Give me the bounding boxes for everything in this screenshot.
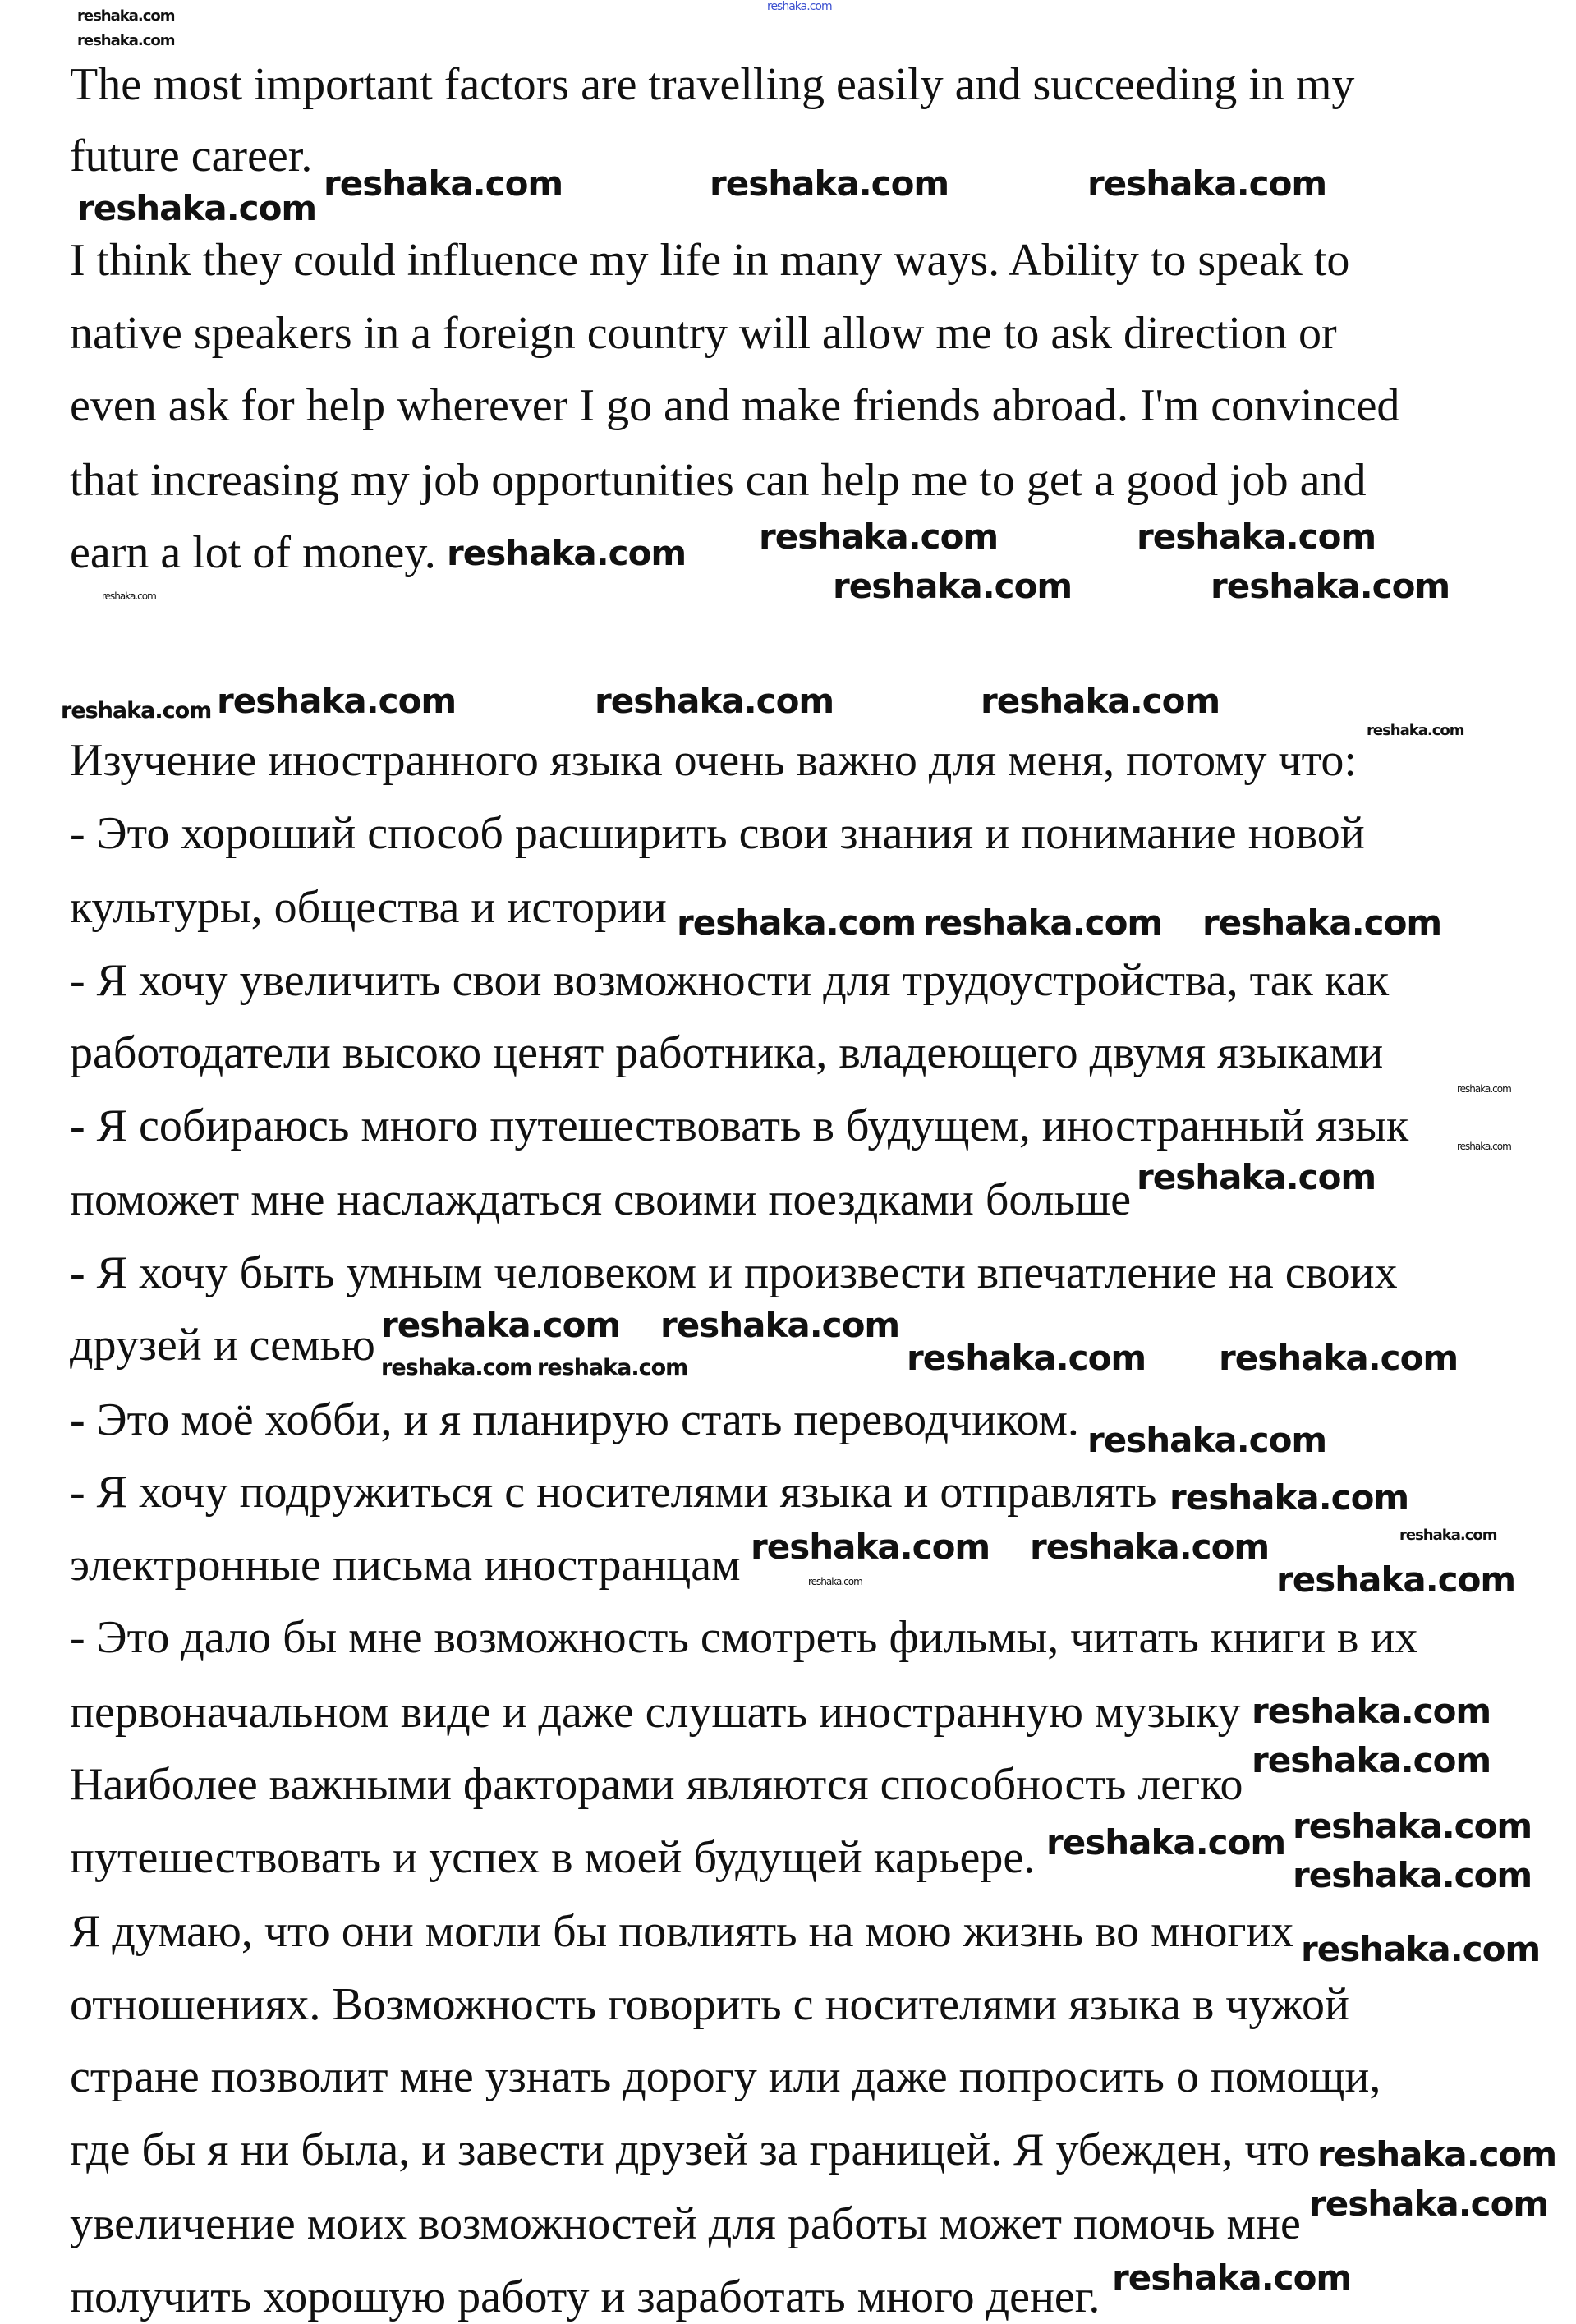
text-line: поможет мне наслаждаться своими поездками больше — [70, 1174, 1132, 1226]
watermark: reshaka.com — [833, 566, 1073, 606]
text-line: работодатели высоко ценят работника, владеющего двумя языками — [70, 1027, 1384, 1079]
watermark: reshaka.com — [907, 1338, 1146, 1378]
watermark: reshaka.com — [751, 1527, 990, 1567]
watermark: reshaka.com — [1293, 1806, 1532, 1846]
watermark: reshaka.com — [1457, 1083, 1511, 1095]
text-line: - Я собираюсь много путешествовать в будущем, иностранный язык — [70, 1100, 1409, 1151]
watermark: reshaka.com — [217, 681, 457, 721]
watermark: reshaka.com — [923, 903, 1163, 943]
watermark: reshaka.com — [981, 681, 1220, 721]
watermark: reshaka.com — [767, 0, 832, 13]
watermark: reshaka.com — [1169, 1477, 1409, 1518]
text-line: even ask for help wherever I go and make friends abroad. I'm convinced — [70, 380, 1400, 432]
watermark: reshaka.com — [1293, 1855, 1532, 1895]
watermark: reshaka.com — [759, 517, 999, 557]
watermark: reshaka.com — [61, 698, 212, 723]
watermark: reshaka.com — [677, 903, 917, 943]
watermark: reshaka.com — [1087, 1420, 1327, 1460]
watermark: reshaka.com — [1211, 566, 1450, 606]
watermark: reshaka.com — [1046, 1822, 1286, 1862]
text-line: - Я хочу увеличить свои возможности для трудоустройства, так как — [70, 954, 1390, 1006]
watermark: reshaka.com — [660, 1305, 900, 1345]
watermark: reshaka.com — [537, 1355, 688, 1380]
text-line: Наиболее важными факторами являются способность легко — [70, 1759, 1243, 1811]
text-line: future career. — [70, 130, 313, 181]
text-line: native speakers in a foreign country will allow me to ask direction or — [70, 307, 1337, 359]
watermark: reshaka.com — [710, 163, 949, 204]
watermark: reshaka.com — [1112, 2257, 1352, 2298]
text-line: где бы я ни была, и завести друзей за границей. Я убежден, что — [70, 2124, 1311, 2175]
watermark: reshaka.com — [1030, 1527, 1270, 1567]
watermark: reshaka.com — [102, 590, 156, 602]
text-line: первоначальном виде и даже слушать иностранную музыку — [70, 1686, 1241, 1738]
text-line: - Я хочу подружиться с носителями языка и отправлять — [70, 1467, 1157, 1518]
watermark: reshaka.com — [1276, 1559, 1516, 1600]
watermark: reshaka.com — [1087, 163, 1327, 204]
watermark: reshaka.com — [1137, 1157, 1376, 1197]
text-line: культуры, общества и истории — [70, 882, 667, 933]
watermark: reshaka.com — [1252, 1691, 1491, 1731]
text-line: отношениях. Возможность говорить с носителями языка в чужой — [70, 1978, 1349, 2030]
watermark: reshaka.com — [1137, 517, 1376, 557]
watermark: reshaka.com — [1309, 2184, 1549, 2224]
text-line: - Я хочу быть умным человеком и произвести впечатление на своих — [70, 1247, 1398, 1298]
watermark: reshaka.com — [77, 7, 175, 25]
text-line: that increasing my job opportunities can help me to get a good job and — [70, 454, 1367, 506]
watermark: reshaka.com — [1457, 1141, 1511, 1152]
text-line: получить хорошую работу и заработать много денег. — [70, 2271, 1100, 2322]
watermark: reshaka.com — [324, 163, 563, 204]
watermark: reshaka.com — [77, 188, 317, 228]
text-line: Я думаю, что они могли бы повлиять на мою жизнь во многих — [70, 1906, 1294, 1958]
watermark: reshaka.com — [1202, 903, 1442, 943]
watermark: reshaka.com — [447, 533, 687, 573]
watermark: reshaka.com — [595, 681, 834, 721]
watermark: reshaka.com — [1317, 2134, 1557, 2175]
text-line: стране позволит мне узнать дорогу или даже попросить о помощи, — [70, 2051, 1381, 2103]
text-line: - Это моё хобби, и я планирую стать переводчиком. — [70, 1394, 1079, 1445]
watermark: reshaka.com — [1219, 1338, 1459, 1378]
text-line: Изучение иностранного языка очень важно для меня, потому что: — [70, 735, 1357, 787]
text-line: друзей и семью — [70, 1320, 375, 1371]
text-line: earn a lot of money. — [70, 527, 436, 579]
watermark: reshaka.com — [1399, 1527, 1497, 1544]
watermark: reshaka.com — [1301, 1929, 1541, 1969]
watermark: reshaka.com — [1367, 722, 1464, 739]
text-line: The most important factors are travelling easily and succeeding in my — [70, 59, 1355, 111]
text-line: - Это дало бы мне возможность смотреть фильмы, читать книги в их — [70, 1612, 1418, 1664]
watermark: reshaka.com — [77, 32, 175, 49]
watermark: reshaka.com — [1252, 1740, 1491, 1780]
text-line: увеличение моих возможностей для работы может помочь мне — [70, 2198, 1301, 2250]
text-line: - Это хороший способ расширить свои знания и понимание новой — [70, 807, 1365, 859]
text-line: электронные письма иностранцам — [70, 1539, 741, 1591]
watermark: reshaka.com — [381, 1305, 621, 1345]
watermark: reshaka.com — [381, 1355, 532, 1380]
watermark: reshaka.com — [808, 1576, 862, 1587]
text-line: I think they could influence my life in many ways. Ability to speak to — [70, 235, 1350, 287]
text-line: путешествовать и успех в моей будущей карьере. — [70, 1831, 1036, 1883]
